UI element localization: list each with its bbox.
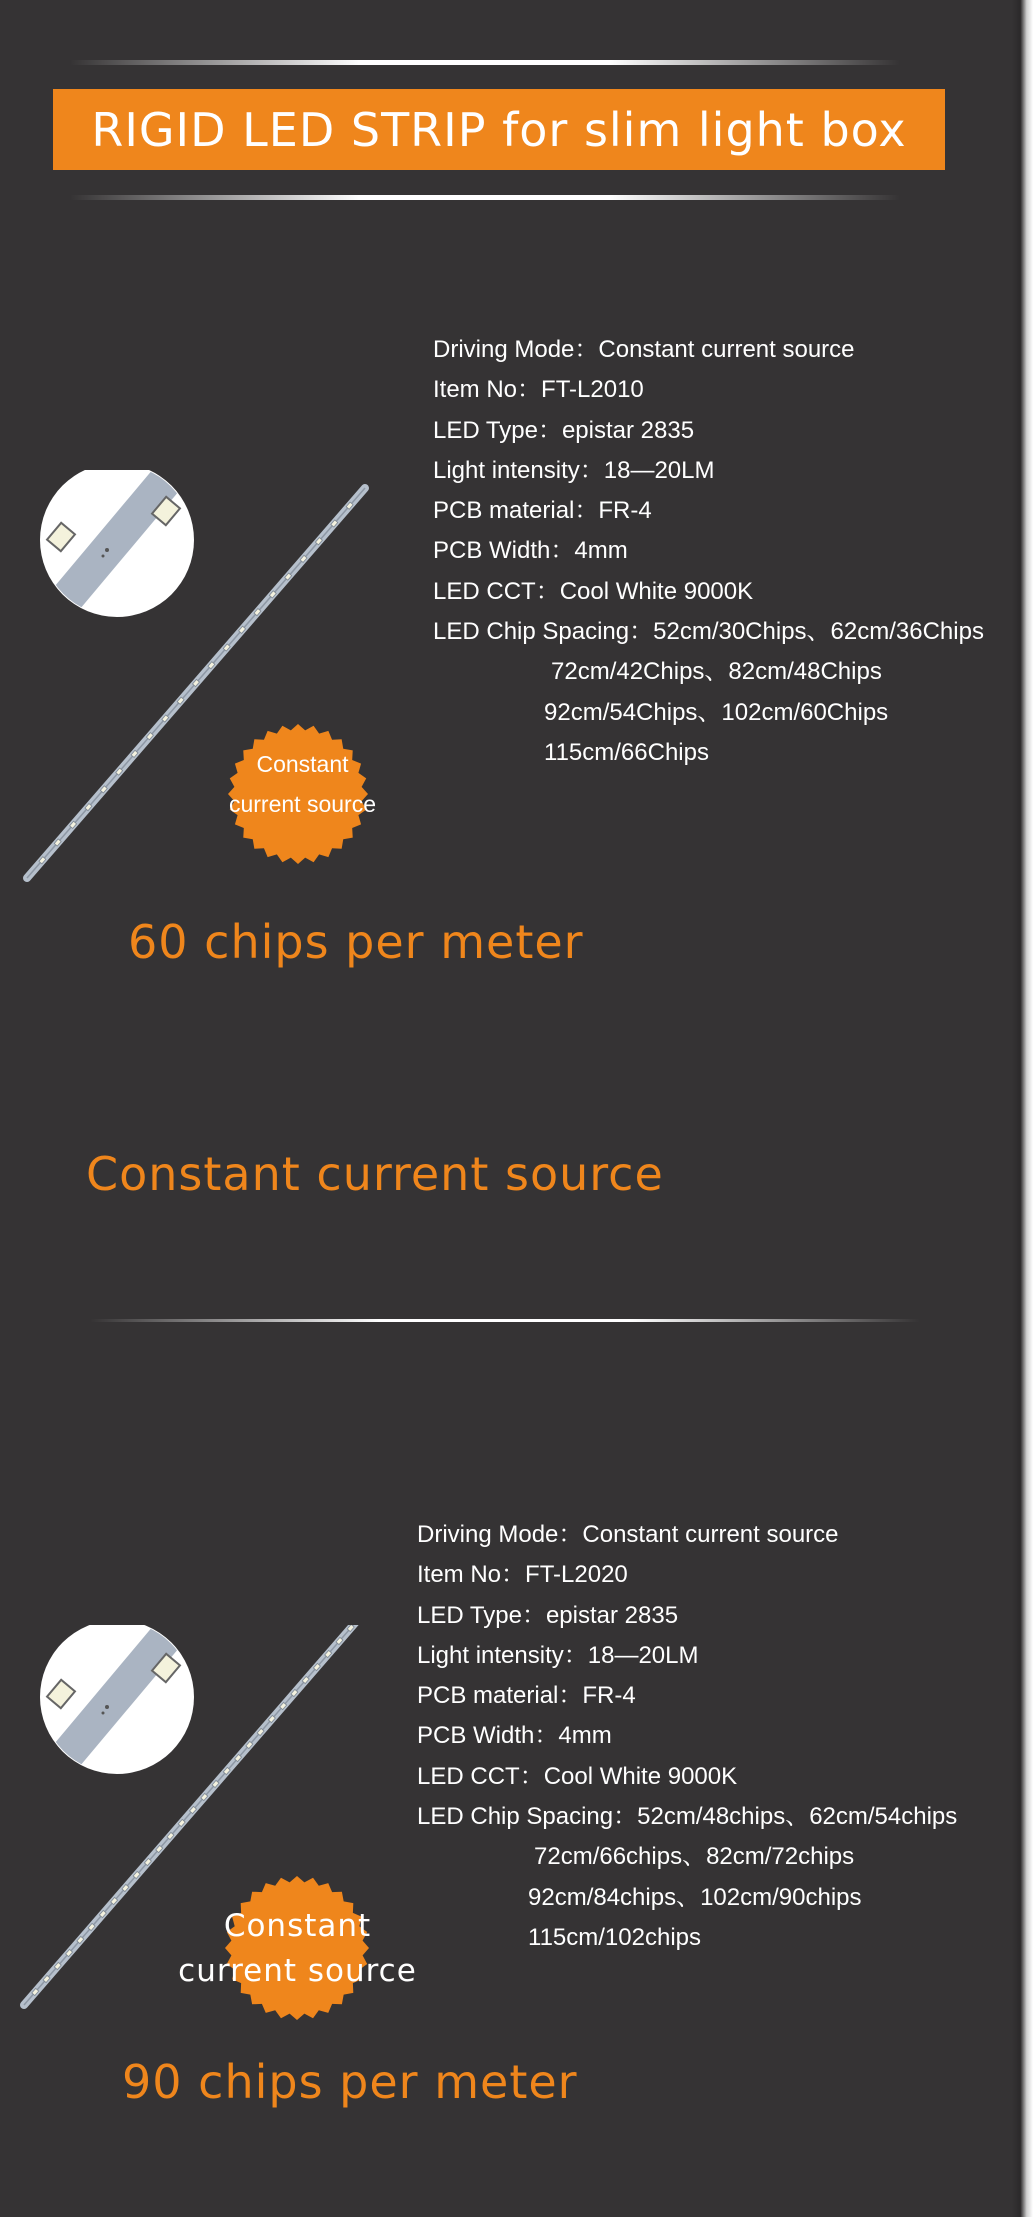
spec-separator: ：: [519, 1762, 544, 1790]
spec-value: FR-4: [598, 497, 652, 525]
spec-value: epistar 2835: [545, 1601, 679, 1629]
spec-row: [417, 1716, 957, 1756]
spec-value: Constant current source: [582, 1521, 839, 1548]
spec-row: [433, 411, 984, 451]
spec-row: [417, 1636, 957, 1676]
spec-separator: ：: [521, 1601, 546, 1629]
spacing-continued-3: 115cm/102chips: [528, 1923, 701, 1951]
spec-row: [433, 451, 984, 491]
spec-label: LED CCT: [433, 577, 536, 605]
spec-row: [433, 531, 984, 571]
chip-density-label: 90 chips per meter: [122, 2055, 578, 2109]
spec-label: PCB material: [433, 497, 575, 525]
spec-row: [417, 1596, 957, 1636]
badge-label: [210, 744, 395, 824]
spec-value: FT-L2020: [525, 1561, 628, 1589]
spec-row: [417, 1676, 957, 1716]
spec-label: LED Type: [417, 1601, 522, 1629]
spec-label: Light intensity: [433, 456, 580, 484]
spec-value: 52cm/30Chips、62cm/36Chips: [653, 618, 984, 646]
spec-separator: ：: [537, 416, 562, 444]
spec-row: [417, 1757, 957, 1797]
header-bottom-divider: [70, 195, 900, 200]
spec-label: PCB material: [417, 1682, 559, 1710]
spec-label: PCB Width: [417, 1722, 535, 1750]
spec-value: FT-L2010: [541, 376, 644, 404]
badge-line-2: current source: [228, 791, 376, 817]
spec-list: [417, 1515, 957, 1958]
spec-list: [433, 330, 984, 773]
spec-row: [433, 370, 984, 410]
spec-row: [417, 1797, 957, 1837]
spec-separator: ：: [574, 336, 599, 363]
spec-value: Cool White 9000K: [559, 577, 754, 605]
badge-label: [170, 1904, 425, 1994]
badge-line-1: Constant: [256, 751, 349, 777]
header-top-divider: [70, 60, 900, 65]
spec-separator: ：: [534, 1722, 559, 1750]
spec-value: 18—20LM: [587, 1641, 699, 1669]
spec-label: LED Chip Spacing: [433, 618, 630, 646]
spec-row: [417, 1515, 957, 1555]
spec-row: [433, 572, 984, 612]
spec-value: 4mm: [574, 537, 628, 565]
led-closeup-icon: [25, 470, 218, 644]
badge-line-2: current source: [178, 1953, 417, 1989]
spec-value: 18—20LM: [603, 456, 715, 484]
spec-label: LED Chip Spacing: [417, 1803, 614, 1831]
spec-row: [433, 330, 984, 370]
section-heading: Constant current source: [86, 1147, 664, 1201]
page-title: RIGID LED STRIP for slim light box: [91, 102, 907, 157]
spec-separator: ：: [558, 1521, 583, 1548]
spec-label: Light intensity: [417, 1641, 564, 1669]
spacing-continued-3: 115cm/66Chips: [544, 738, 709, 766]
badge-line-1: Constant: [223, 1908, 372, 1944]
spec-separator: ：: [501, 1561, 526, 1589]
spec-label: Driving Mode: [417, 1521, 559, 1548]
spacing-continued-1: 72cm/66chips、82cm/72chips: [534, 1843, 855, 1871]
spacing-continued-1: 72cm/42Chips、82cm/48Chips: [551, 658, 882, 686]
section-divider: [90, 1319, 920, 1322]
spec-value: Cool White 9000K: [543, 1762, 738, 1790]
led-closeup-icon: [25, 1625, 218, 1801]
spec-separator: ：: [613, 1803, 638, 1831]
spec-separator: ：: [517, 376, 542, 404]
spec-separator: ：: [579, 456, 604, 484]
spec-value: epistar 2835: [561, 416, 695, 444]
spec-label: PCB Width: [433, 537, 551, 565]
spec-label: Item No: [417, 1561, 502, 1589]
spacing-continued-2: 92cm/84chips、102cm/90chips: [528, 1883, 862, 1911]
title-banner: [53, 89, 945, 170]
spec-value: Constant current source: [598, 336, 855, 363]
spec-separator: ：: [563, 1641, 588, 1669]
spec-row: [433, 491, 984, 531]
led-strip-illustration: [15, 470, 385, 890]
spec-value: 52cm/48chips、62cm/54chips: [637, 1803, 958, 1831]
spec-separator: ：: [574, 497, 599, 525]
spec-label: LED Type: [433, 416, 538, 444]
spec-value: 4mm: [558, 1722, 612, 1750]
spec-row: [417, 1555, 957, 1595]
spacing-continued-2: 92cm/54Chips、102cm/60Chips: [544, 698, 889, 726]
right-edge-shade: [1012, 0, 1033, 2217]
spec-separator: ：: [558, 1682, 583, 1710]
spec-label: Driving Mode: [433, 336, 575, 363]
spec-separator: ：: [550, 537, 575, 565]
chip-density-label: 60 chips per meter: [128, 915, 584, 969]
spec-value: FR-4: [582, 1682, 636, 1710]
spec-label: Item No: [433, 376, 518, 404]
spec-row: [433, 612, 984, 652]
spec-label: LED CCT: [417, 1762, 520, 1790]
spec-separator: ：: [629, 618, 654, 646]
spec-separator: ：: [535, 577, 560, 605]
